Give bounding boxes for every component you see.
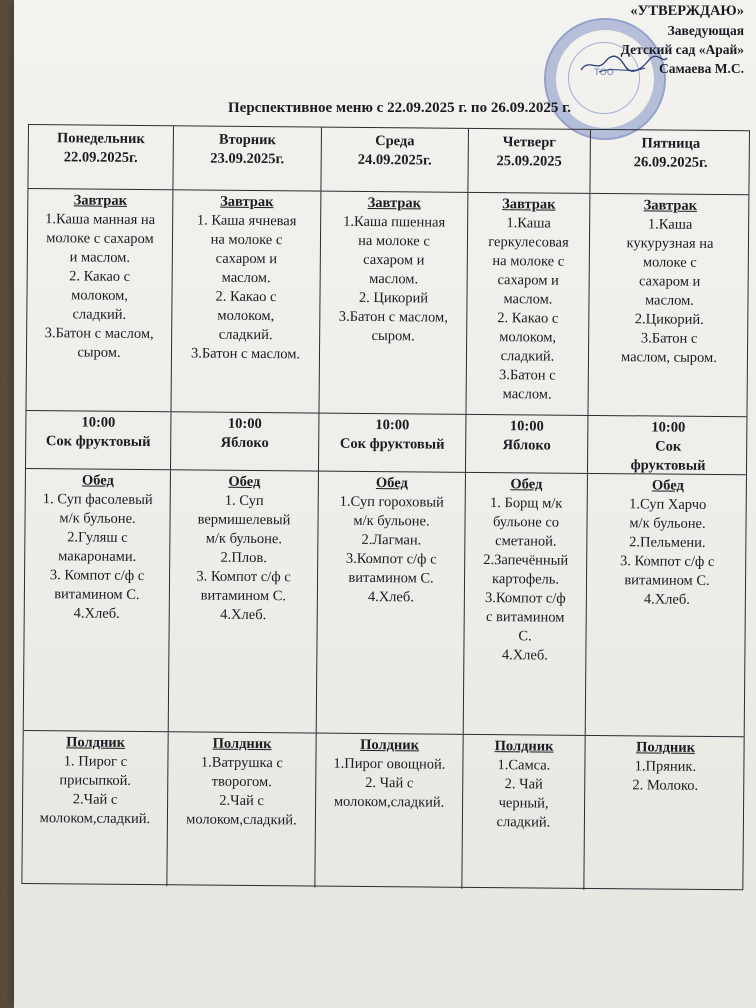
menu-item: 4.Хлеб. xyxy=(220,606,267,624)
snack-time: 10:00 xyxy=(651,419,686,436)
menu-item: витамином С. xyxy=(348,569,434,587)
snack-row xyxy=(26,411,746,475)
day-name: Понедельник xyxy=(56,130,145,148)
menu-item: маслом. xyxy=(502,386,552,403)
menu-item: присыпкой. xyxy=(59,772,132,789)
meal-label: Обед xyxy=(651,477,684,494)
meal-label: Завтрак xyxy=(220,193,274,211)
snack-cell xyxy=(466,415,588,473)
menu-item: макаронами. xyxy=(58,548,137,565)
menu-item: молоком,сладкий. xyxy=(186,811,297,829)
menu-item: 3.Батон с маслом, xyxy=(44,325,154,343)
lunch-cell xyxy=(464,473,588,735)
header-row xyxy=(28,125,749,195)
meal-label: Завтрак xyxy=(643,197,698,214)
snack-time: 10:00 xyxy=(227,415,262,433)
menu-item: 3.Компот с/ф xyxy=(484,590,566,607)
menu-item: 4.Хлеб. xyxy=(643,591,690,608)
day-header-cell xyxy=(321,128,469,192)
menu-item: сахаром и xyxy=(638,273,701,290)
menu-item: молоком, xyxy=(71,287,128,304)
menu-item: на молоке с xyxy=(358,232,430,250)
menu-item: 2.Плов. xyxy=(220,549,267,567)
afternoon-cell xyxy=(462,735,585,890)
menu-item: м/к бульоне. xyxy=(59,510,136,527)
menu-item: 2.Чай с xyxy=(72,791,118,808)
afternoon-cell xyxy=(22,731,168,886)
menu-item: витамином С. xyxy=(624,572,710,589)
meal-label: Обед xyxy=(228,473,261,491)
menu-item: молоке с xyxy=(642,254,697,271)
menu-item: маслом. xyxy=(644,292,695,309)
menu-item: 1. Борщ м/к xyxy=(489,495,563,512)
menu-item: 2.Пельмени. xyxy=(629,534,706,551)
menu-item: вермишелевый xyxy=(197,511,291,529)
approval-heading: «УТВЕРЖДАЮ» xyxy=(630,3,744,19)
day-name: Пятница xyxy=(641,135,701,152)
approval-org: Детский сад «Арай» xyxy=(620,42,744,57)
menu-item: сладкий. xyxy=(72,306,127,323)
menu-item: 2.Цикорий. xyxy=(634,311,704,328)
afternoon-snack-row xyxy=(22,731,743,891)
menu-item: 3.Батон с xyxy=(640,330,698,347)
menu-item: 2. Чай с xyxy=(365,774,414,792)
menu-item: на молоке с xyxy=(210,231,283,249)
menu-item: 4.Хлеб. xyxy=(501,647,548,664)
menu-item: молоком,сладкий. xyxy=(39,810,151,828)
menu-item: сахаром и xyxy=(363,251,425,269)
menu-item: бульоне со xyxy=(492,514,560,531)
snack-cell xyxy=(588,416,748,474)
menu-item: и маслом. xyxy=(69,249,131,266)
lunch-cell xyxy=(24,469,171,731)
menu-item: 3. Компот с/ф с xyxy=(196,568,291,586)
breakfast-row xyxy=(26,189,748,417)
snack-item: Сок фруктовый xyxy=(45,433,151,451)
menu-item: геркулесовая xyxy=(488,234,569,251)
menu-item: сладкий. xyxy=(500,348,555,365)
menu-item: сыром. xyxy=(77,344,121,361)
meal-label: Полдник xyxy=(212,735,272,753)
menu-item: на молоке с xyxy=(492,253,565,270)
page-title: Перспективное меню с 22.09.2025 г. по 26.09.2025 г. xyxy=(228,100,571,116)
approval-block xyxy=(574,2,744,78)
menu-item: 2.Запечённый xyxy=(483,551,569,569)
snack-item: фруктовый xyxy=(630,457,706,474)
breakfast-cell xyxy=(466,193,590,415)
menu-item: сахаром и xyxy=(497,272,559,289)
day-header-cell xyxy=(590,130,751,194)
menu-item: 1.Суп гороховый xyxy=(339,493,444,511)
menu-item: м/к бульоне. xyxy=(629,515,706,532)
day-name: Среда xyxy=(375,133,415,150)
menu-item: м/к бульоне. xyxy=(353,512,430,530)
menu-item: сыром. xyxy=(371,328,415,345)
menu-item: 2. Какао с xyxy=(215,288,277,306)
menu-item: 2.Чай с xyxy=(219,792,264,810)
menu-item: черный, xyxy=(498,795,549,812)
menu-item: 2.Лагман. xyxy=(361,531,422,549)
menu-item: 2. Молоко. xyxy=(632,777,699,794)
menu-item: 1.Самса. xyxy=(497,757,551,774)
day-date: 25.09.2025 xyxy=(496,153,562,170)
snack-cell xyxy=(319,414,466,472)
menu-item: 1.Ватрушка с xyxy=(200,754,283,772)
menu-table xyxy=(21,124,750,890)
snack-cell xyxy=(171,412,319,470)
day-header-cell xyxy=(468,129,591,193)
menu-item: 1. Каша ячневая xyxy=(196,212,297,230)
menu-item: 1.Пряник. xyxy=(634,758,697,775)
meal-label: Обед xyxy=(81,472,114,489)
menu-item: молоком, xyxy=(499,329,557,346)
breakfast-cell xyxy=(171,190,321,412)
menu-item: 2. Чай xyxy=(504,776,543,793)
menu-item: маслом, сыром. xyxy=(621,349,717,367)
afternoon-cell xyxy=(315,734,463,889)
snack-item: Яблоко xyxy=(502,437,551,454)
menu-item: сладкий. xyxy=(218,326,273,344)
lunch-cell xyxy=(169,470,319,732)
snack-time: 10:00 xyxy=(81,414,116,431)
meal-label: Завтрак xyxy=(73,192,128,209)
menu-item: маслом. xyxy=(221,269,271,287)
stamp-text: ТОО xyxy=(594,68,614,78)
menu-item: маслом. xyxy=(369,270,419,288)
menu-item: сахаром и xyxy=(215,250,278,268)
menu-item: 2.Гуляш с xyxy=(67,529,128,546)
menu-item: 3.Компот с/ф с xyxy=(345,550,437,568)
menu-item: 4.Хлеб. xyxy=(73,605,120,622)
menu-item: сметаной. xyxy=(495,533,557,550)
meal-label: Полдник xyxy=(636,739,696,756)
afternoon-cell xyxy=(167,732,316,887)
menu-item: молоком, xyxy=(217,307,275,325)
lunch-row xyxy=(24,469,746,737)
menu-item: 1.Суп Харчо xyxy=(629,496,707,513)
menu-item: С. xyxy=(518,628,532,645)
menu-item: витамином С. xyxy=(200,587,287,605)
day-date: 24.09.2025г. xyxy=(357,151,432,169)
menu-item: 2. Какао с xyxy=(69,268,131,285)
day-header-cell xyxy=(28,125,174,189)
menu-item: 1. Суп xyxy=(224,492,264,510)
meal-label: Полдник xyxy=(494,738,554,755)
snack-time: 10:00 xyxy=(509,418,544,435)
menu-item: 3.Батон с xyxy=(499,367,556,384)
menu-item: картофель. xyxy=(491,571,560,588)
meal-label: Полдник xyxy=(360,736,420,754)
approval-name: Самаева М.С. xyxy=(658,61,744,76)
menu-item: 1. Суп фасолевый xyxy=(42,491,153,509)
meal-label: Полдник xyxy=(66,734,126,751)
meal-label: Завтрак xyxy=(367,194,422,212)
day-name: Вторник xyxy=(218,131,276,149)
menu-item: 3.Батон с маслом. xyxy=(190,345,301,363)
menu-item: 1.Каша xyxy=(647,216,693,233)
meal-label: Обед xyxy=(510,476,543,493)
menu-item: сладкий. xyxy=(496,814,551,831)
snack-item: Сок xyxy=(655,438,682,455)
snack-item: Сок фруктовый xyxy=(339,435,445,453)
breakfast-cell xyxy=(27,189,174,411)
meal-label: Завтрак xyxy=(502,196,556,213)
lunch-cell xyxy=(586,474,748,736)
breakfast-cell xyxy=(319,192,468,414)
menu-item: 1.Каша xyxy=(506,215,551,232)
menu-item: 2. Какао с xyxy=(497,310,559,327)
day-date: 23.09.2025г. xyxy=(210,150,285,168)
menu-item: 3. Компот с/ф с xyxy=(49,567,145,585)
menu-item: творогом. xyxy=(211,773,272,791)
day-date: 26.09.2025г. xyxy=(633,154,708,171)
menu-item: 3.Батон с маслом, xyxy=(338,308,448,326)
afternoon-cell xyxy=(584,736,745,891)
menu-item: с витамином xyxy=(485,609,565,626)
menu-item: маслом. xyxy=(503,291,553,308)
menu-item: 1.Каша пшенная xyxy=(343,213,446,231)
menu-item: 1. Пирог с xyxy=(63,753,128,770)
day-name: Четверг xyxy=(502,134,556,151)
menu-item: 1.Каша манная на xyxy=(45,211,156,229)
snack-time: 10:00 xyxy=(375,417,410,434)
menu-item: кукурузная на xyxy=(626,235,714,252)
snack-item: Яблоко xyxy=(220,434,269,452)
snack-cell xyxy=(26,411,171,469)
day-date: 22.09.2025г. xyxy=(63,149,138,166)
lunch-cell xyxy=(317,472,466,734)
menu-item: м/к бульоне. xyxy=(205,530,283,548)
menu-item: 2. Цикорий xyxy=(358,289,429,307)
meal-label: Обед xyxy=(375,475,408,492)
day-header-cell xyxy=(173,126,322,190)
menu-item: молоке с сахаром xyxy=(46,230,154,248)
menu-item: 4.Хлеб. xyxy=(367,588,414,606)
menu-item: 3. Компот с/ф с xyxy=(619,553,715,571)
menu-item: молоком,сладкий. xyxy=(333,793,445,811)
menu-item: 1.Пирог овощной. xyxy=(333,755,446,773)
menu-item: витамином С. xyxy=(54,586,140,603)
breakfast-cell xyxy=(588,194,750,416)
approval-position: Заведующая xyxy=(667,23,744,38)
